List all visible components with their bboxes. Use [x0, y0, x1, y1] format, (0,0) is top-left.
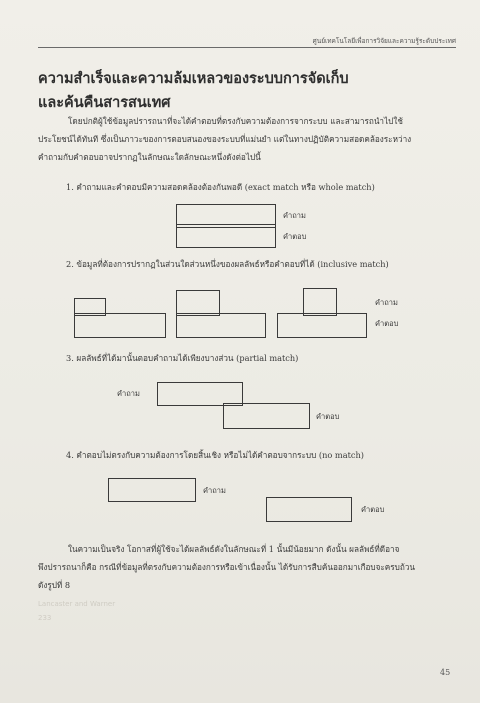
show-through-text: 233	[38, 614, 52, 622]
nomatch-question-label: คำถาม	[203, 486, 226, 495]
partial-answer-box	[223, 403, 310, 429]
inclusive-question-label: คำถาม	[375, 298, 398, 307]
section-title-line-1: ความสำเร็จและความล้มเหลวของระบบการจัดเก็บ	[38, 71, 349, 87]
exact-answer-box	[176, 224, 276, 248]
header-rule	[38, 47, 456, 48]
partial-question-label: คำถาม	[117, 389, 140, 398]
item-exact-match: 1. คำถามและคำตอบมีความสอดคล้องต้องกันพอดี (exact match หรือ whole match)	[66, 182, 375, 192]
inclusive-c-answer-box	[277, 313, 367, 338]
inclusive-answer-label: คำตอบ	[375, 319, 399, 328]
nomatch-answer-label: คำตอบ	[361, 505, 385, 514]
intro-line: โดยปกติผู้ใช้ข้อมูลปรารถนาที่จะได้คำตอบที่ตรงกับความต้องการจากระบบ และสามารถนำไปใช้	[68, 116, 403, 126]
partial-answer-label: คำตอบ	[316, 412, 340, 421]
intro-paragraph	[38, 112, 456, 166]
inclusive-c-question-box	[303, 288, 337, 316]
page-number: 45	[440, 668, 451, 677]
inclusive-a-answer-box	[74, 313, 166, 338]
inclusive-b-answer-box	[176, 313, 266, 338]
closing-line: ดังรูปที่ 8	[38, 580, 71, 590]
exact-answer-label: คำตอบ	[283, 232, 307, 241]
section-title-line-2: และค้นคืนสารสนเทศ	[38, 95, 171, 111]
closing-line: พึงปรารถนาก็คือ กรณีที่ข้อมูลที่ตรงกับความต้องการหรือเข้าเนื่องนั้น ได้รับการสืบค้นออกมาเกือบจะครบถ้วน	[38, 562, 416, 572]
running-header: ศูนย์เทคโนโลยีเพื่อการวิจัยและความรู้ระดับประเทศ	[312, 37, 456, 45]
exact-question-label: คำถาม	[283, 211, 306, 220]
nomatch-answer-box	[266, 497, 352, 522]
intro-line: คำถามกับคำตอบอาจปรากฏในลักษณะใดลักษณะหนึ่งดังต่อไปนี้	[38, 152, 261, 162]
closing-paragraph	[38, 540, 456, 594]
nomatch-question-box	[108, 478, 196, 502]
item-inclusive-match: 2. ข้อมูลที่ต้องการปรากฏในส่วนใดส่วนหนึ่งของผลลัพธ์หรือคำตอบที่ได้ (inclusive match)	[66, 259, 389, 269]
closing-line: ในความเป็นจริง โอกาสที่ผู้ใช้จะได้ผลลัพธ์ดังในลักษณะที่ 1 นั้นมีน้อยมาก ดังนั้น ผลลัพธ์ที่ดีอาจ	[68, 544, 400, 554]
intro-line: ประโยชน์ได้ทันที ซึ่งเป็นภาวะของการตอบสนองของระบบที่แม่นยำ แต่ในทางปฏิบัติความสอดคล้องระหว่าง	[38, 134, 412, 144]
show-through-text: Lancaster and Warner	[38, 600, 116, 608]
item-no-match: 4. คำตอบไม่ตรงกับความต้องการโดยสิ้นเชิง หรือไม่ได้คำตอบจากระบบ (no match)	[66, 450, 364, 460]
item-partial-match: 3. ผลลัพธ์ที่ได้มานั้นตอบคำถามได้เพียงบางส่วน (partial match)	[66, 353, 299, 363]
